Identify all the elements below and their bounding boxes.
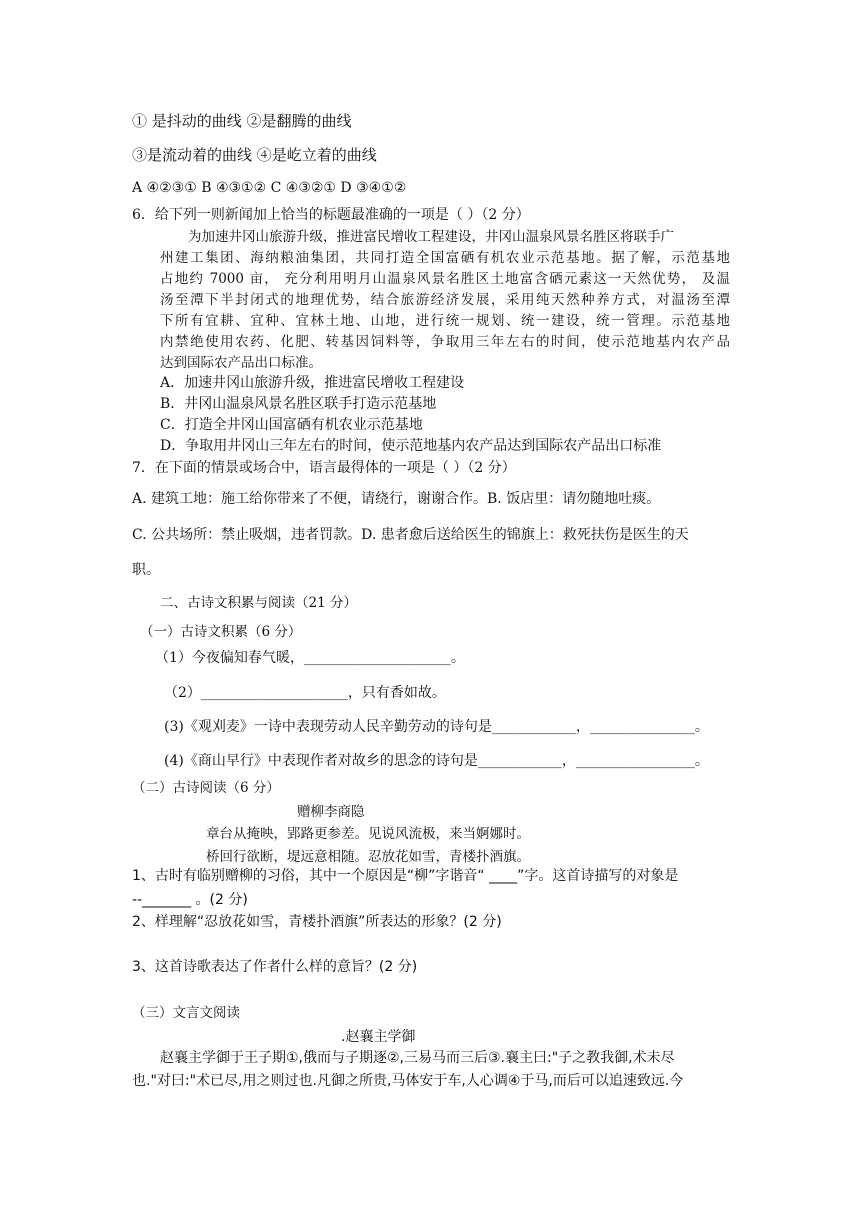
- curve-options-line-2: ③是流动着的曲线 ④是屹立着的曲线: [132, 146, 377, 164]
- q6-option-b: B．井冈山温泉风景名胜区联手打造示范基地: [160, 396, 437, 412]
- q6-option-d: D．争取用井冈山三年左右的时间，使示范地基内农产品达到国际农产品出口标准: [160, 438, 662, 454]
- q7-options-line-2: C. 公共场所：禁止吸烟，违者罚款。D. 患者愈后送给医生的锦旗上：救死扶伤是医生的天: [132, 527, 689, 543]
- q6-news-line: 下所有宜耕、宜种、宜林土地、山地，进行统一规划、统一建设，统一管理。示范基地: [160, 313, 730, 329]
- q6-news-line: 州建工集团、海纳粮油集团，共同打造全国富硒有机农业示范基地。据了解，示范基地: [160, 250, 730, 266]
- q6-news-line: 占地约 7000 亩， 充分利用明月山温泉风景名胜区土地富含硒元素这一天然优势， 及温: [160, 271, 730, 287]
- subsection-1-title: （一）古诗文积累（6 分）: [140, 624, 302, 640]
- curve-answer-choices: A ④②③① B ④③①② C ④③②① D ③④①②: [132, 180, 407, 196]
- poem-line-2: 桥回行欲断，堤远意相随。忍放花如雪，青楼扑酒旗。: [206, 849, 530, 865]
- classical-text-line-2: 也."对曰:"术已尽,用之则过也.凡御之所贵,马体安于车,人心调④于马,而后可以追速致远.今: [132, 1073, 684, 1089]
- fill-blank-2: （2）_____________________，只有香如故。: [164, 685, 446, 701]
- poem-question-1: 1、古时有临别赠柳的习俗，其中一个原因是“柳”字谐音“ ____”字。这首诗描写的对象是: [132, 868, 679, 884]
- subsection-3-title: （三）文言文阅读: [132, 1005, 240, 1021]
- classical-text-line-1: 赵襄主学御于王子期①,俄而与子期逐②,三易马而三后③.襄主曰:"子之教我御,术未尽: [160, 1050, 675, 1066]
- poem-title: 赠柳李商隐: [297, 804, 365, 820]
- q7-options-line-3: 职。: [132, 562, 160, 578]
- q7-stem: 7．在下面的情景或场合中，语言最得体的一项是（ ）（2 分）: [132, 460, 516, 476]
- poem-question-1-cont: --_______ 。(2 分): [132, 892, 248, 908]
- poem-question-2: 2、样理解“忍放花如雪，青楼扑酒旗”所表达的形象？(2 分): [132, 914, 502, 930]
- q6-news-line: 内禁绝使用农药、化肥、转基因饲料等，争取用三年左右的时间，使示范地基内农产品: [160, 334, 730, 350]
- curve-options-line-1: ① 是抖动的曲线 ②是翻腾的曲线: [132, 112, 352, 130]
- q6-option-a: A．加速井冈山旅游升级，推进富民增收工程建设: [160, 375, 465, 391]
- q6-news-line: 汤至潭下半封闭式的地理优势，结合旅游经济发展，采用纯天然种养方式，对温汤至潭: [160, 292, 730, 308]
- fill-blank-3: (3)《观刈麦》一诗中表现劳动人民辛勤劳动的诗句是____________，_______________。: [164, 719, 709, 735]
- poem-line-1: 章台从掩映，郢路更参差。见说风流极，来当婀娜时。: [206, 826, 530, 842]
- poem-question-3: 3、这首诗歌表达了作者什么样的意旨？(2 分): [132, 959, 418, 975]
- fill-blank-4: (4)《商山早行》中表现作者对故乡的思念的诗句是____________，_________________。: [164, 753, 709, 769]
- q6-news-line: 达到国际农产品出口标准。: [160, 355, 322, 371]
- q6-stem: 6．给下列一则新闻加上恰当的标题最准确的一项是（ ）（2 分）: [132, 207, 530, 223]
- section-2-title: 二、古诗文积累与阅读（21 分）: [160, 595, 357, 611]
- q6-option-c: C．打造全井冈山国富硒有机农业示范基地: [160, 417, 423, 433]
- q7-options-line-1: A. 建筑工地：施工给你带来了不便，请绕行，谢谢合作。B. 饭店里：请勿随地吐痰。: [132, 491, 661, 507]
- subsection-2-title: （二）古诗阅读（6 分）: [132, 780, 280, 796]
- q6-news-line: 为加速井冈山旅游升级，推进富民增收工程建设，井冈山温泉风景名胜区将联手广: [188, 229, 674, 245]
- classical-text-title: .赵襄主学御: [341, 1029, 416, 1045]
- fill-blank-1: （1）今夜偏知春气暖，_____________________。: [155, 650, 465, 666]
